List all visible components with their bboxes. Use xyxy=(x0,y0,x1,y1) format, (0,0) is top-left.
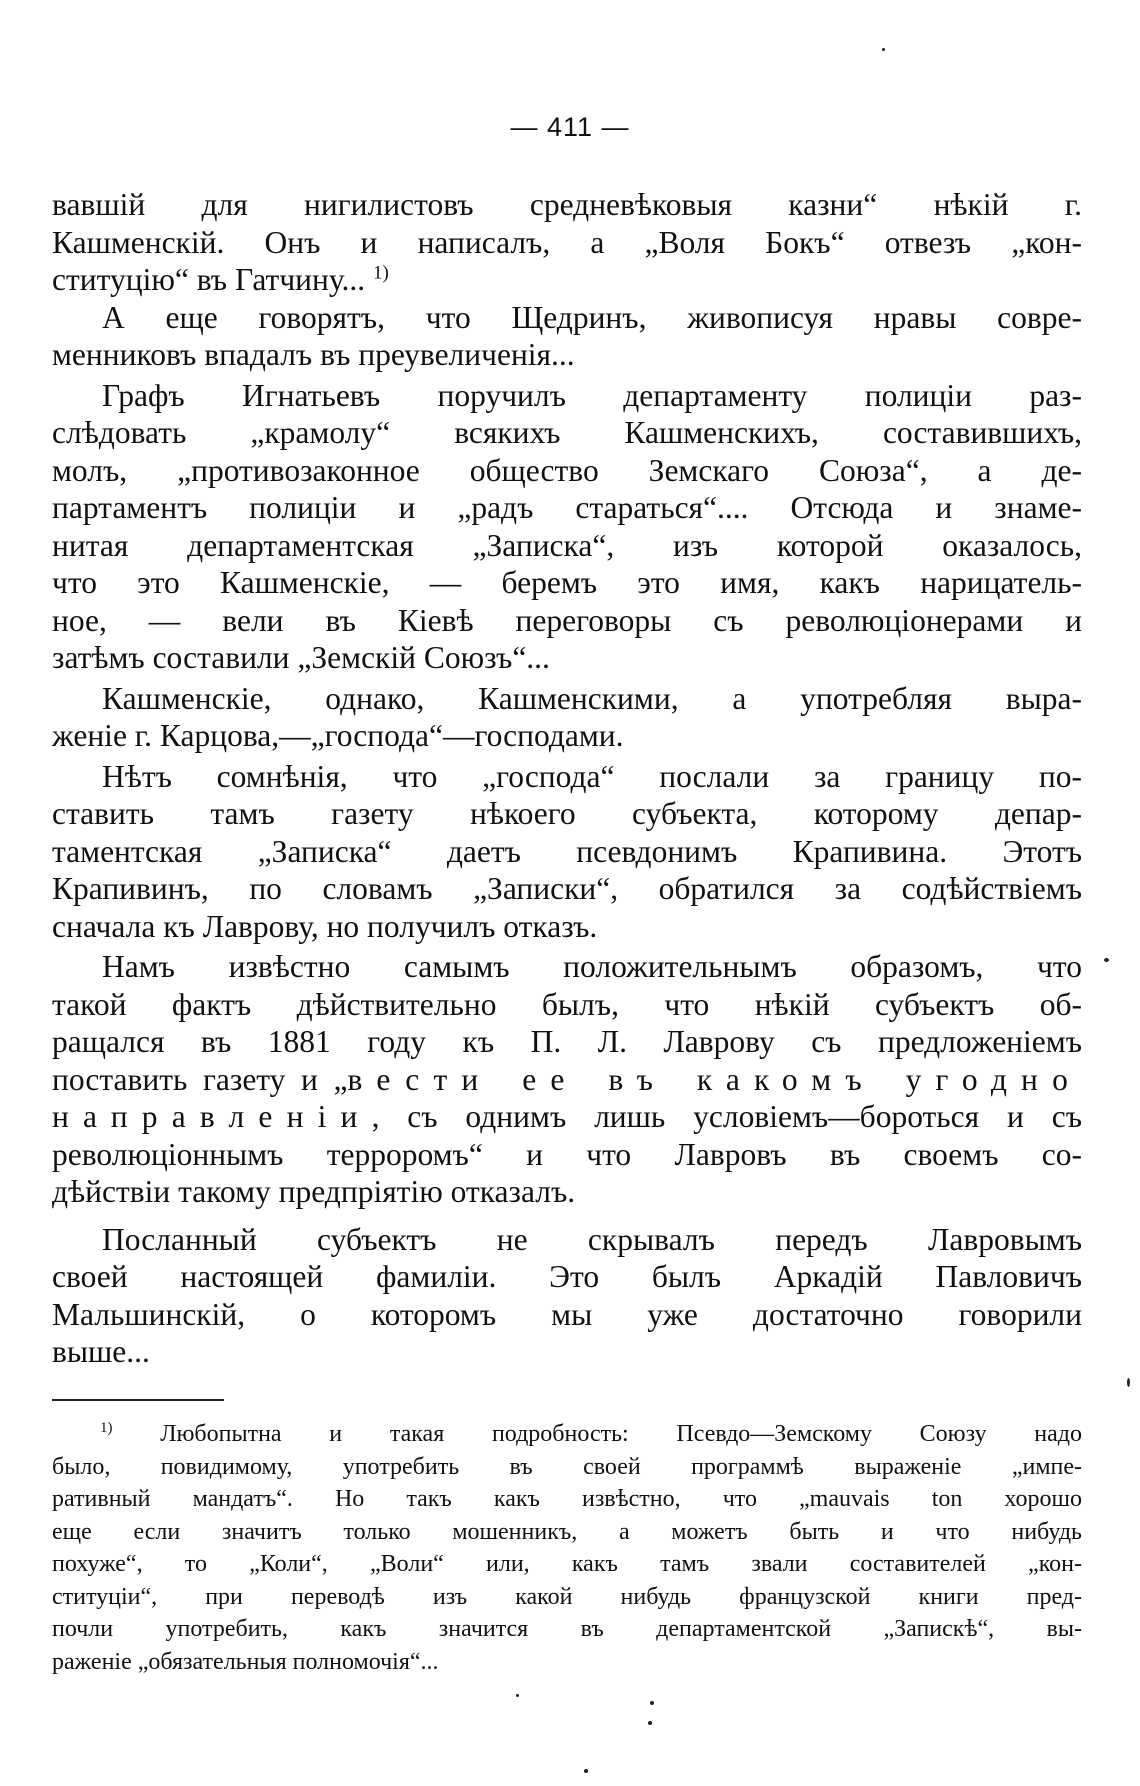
scan-speck xyxy=(584,1769,588,1773)
scan-speck xyxy=(1127,1378,1130,1387)
footnote xyxy=(52,1418,1082,1678)
footnote-line: еще если значитъ только мошенникъ, а можетъ быть и что нибудь xyxy=(52,1518,1082,1545)
text-line: нитая департаментская „Записка“, изъ которой оказалось, xyxy=(52,527,1082,563)
text-segment: Любопытна и такая подробность: Псевдо—Земскому Союзу надо xyxy=(160,1421,1082,1447)
text-line: таментская „Записка“ даетъ псевдонимъ Крапивина. Этотъ xyxy=(52,833,1082,869)
footnote-line: похуже“, то „Коли“, „Воли“ или, какъ тамъ звали составителей „кон- xyxy=(52,1551,1082,1577)
footnote-divider xyxy=(52,1399,224,1401)
text-line: своей настоящей фамиліи. Это былъ Аркадій Павловичъ xyxy=(52,1259,1082,1294)
text-line: такой фактъ дѣйствительно былъ, что нѣкій субъектъ об- xyxy=(52,986,1082,1022)
text-line: выше... xyxy=(52,1334,150,1369)
main-text xyxy=(52,186,1082,1371)
text-line: ное, — вели въ Кіевѣ переговоры съ революціонерами и xyxy=(52,602,1082,638)
scan-speck xyxy=(882,48,885,51)
scan-speck xyxy=(516,1694,519,1697)
text-line: вавшій для нигилистовъ средневѣковыя казни“ нѣкій г. xyxy=(52,187,1082,222)
footnote-reference: 1) xyxy=(372,262,389,284)
scan-speck xyxy=(648,1721,652,1725)
text-line: А еще говорятъ, что Щедринъ, живописуя нравы совре- xyxy=(102,299,1082,335)
text-line: дѣйствіи такому предпріятію отказалъ. xyxy=(52,1174,576,1209)
text-segment: , съ однимъ лишь условіемъ—бороться и съ xyxy=(371,1099,1082,1134)
footnote-line: ративный мандатъ“. Но такъ какъ извѣстно, что „mauvais ton хорошо xyxy=(52,1486,1082,1512)
scan-speck xyxy=(1104,958,1109,962)
text-line: сначала къ Лаврову, но получилъ отказъ. xyxy=(52,908,598,944)
text-line: что это Кашменскіе, — беремъ это имя, какъ нарицатель- xyxy=(52,565,1082,600)
text-line: женіе г. Карцова,—„господа“—господами. xyxy=(52,718,624,753)
text-line: Кашменскіе, однако, Кашменскими, а употребляя выра- xyxy=(102,680,1082,716)
text-line: Мальшинскій, о которомъ мы уже достаточно говорили xyxy=(52,1296,1082,1332)
emphasis-spaced: вести ее въ какомъ угодно xyxy=(347,1061,1082,1097)
footnote-line xyxy=(52,1418,1082,1451)
page-number: — 411 — xyxy=(510,112,630,142)
footnote-line: почли употребить, какъ значится въ департаментской „Запискѣ“, вы- xyxy=(52,1616,1082,1642)
text-line xyxy=(52,261,1082,299)
emphasis-spaced: направленіи xyxy=(52,1099,372,1134)
text-line: Графъ Игнатьевъ поручилъ департаменту полиціи раз- xyxy=(102,377,1082,413)
text-line: Намъ извѣстно самымъ положительнымъ образомъ, что xyxy=(102,949,1082,984)
footnote-line: раженіе „обязательныя полномочія“... xyxy=(52,1648,439,1675)
footnote-mark: 1) xyxy=(100,1420,113,1436)
text-line: партаментъ полиціи и „радъ стараться“.... Отсюда и знаме- xyxy=(52,490,1082,525)
text-line: ставить тамъ газету нѣкоего субъекта, которому депар- xyxy=(52,796,1082,831)
text-line: затѣмъ составили „Земскій Союзъ“... xyxy=(52,640,550,675)
text-segment: ституцію“ въ Гатчину... xyxy=(52,262,366,297)
text-line: революціоннымъ терроромъ“ и что Лавровъ въ своемъ со- xyxy=(52,1136,1082,1172)
text-line: Кашменскій. Онъ и написалъ, а „Воля Бокъ“ отвезъ „кон- xyxy=(52,224,1082,260)
text-line xyxy=(52,1098,1082,1136)
text-line: слѣдовать „крамолу“ всякихъ Кашменскихъ, составившихъ, xyxy=(52,415,1082,450)
text-line: молъ, „противозаконное общество Земскаго Союза“, а де- xyxy=(52,452,1082,488)
text-line xyxy=(52,1061,1082,1099)
paragraph-gap xyxy=(52,1211,1082,1221)
footnote-line: ституціи“, при переводѣ изъ какой нибудь французской книги пред- xyxy=(52,1583,1082,1610)
text-line: ращался въ 1881 году къ П. Л. Лаврову съ предложеніемъ xyxy=(52,1024,1082,1059)
text-line: Нѣтъ сомнѣнія, что „господа“ послали за границу по- xyxy=(102,758,1082,794)
text-line: Крапивинъ, по словамъ „Записки“, обратился за содѣйствіемъ xyxy=(52,871,1082,906)
text-line: менниковъ впадалъ въ преувеличенія... xyxy=(52,337,575,372)
text-segment: поставить газету и „ xyxy=(52,1061,348,1097)
scan-speck xyxy=(650,1701,654,1705)
text-line: Посланный субъектъ не скрывалъ передъ Лавровымъ xyxy=(102,1221,1082,1257)
footnote-line: было, повидимому, употребить въ своей программѣ выраженіе „импе- xyxy=(52,1453,1082,1480)
